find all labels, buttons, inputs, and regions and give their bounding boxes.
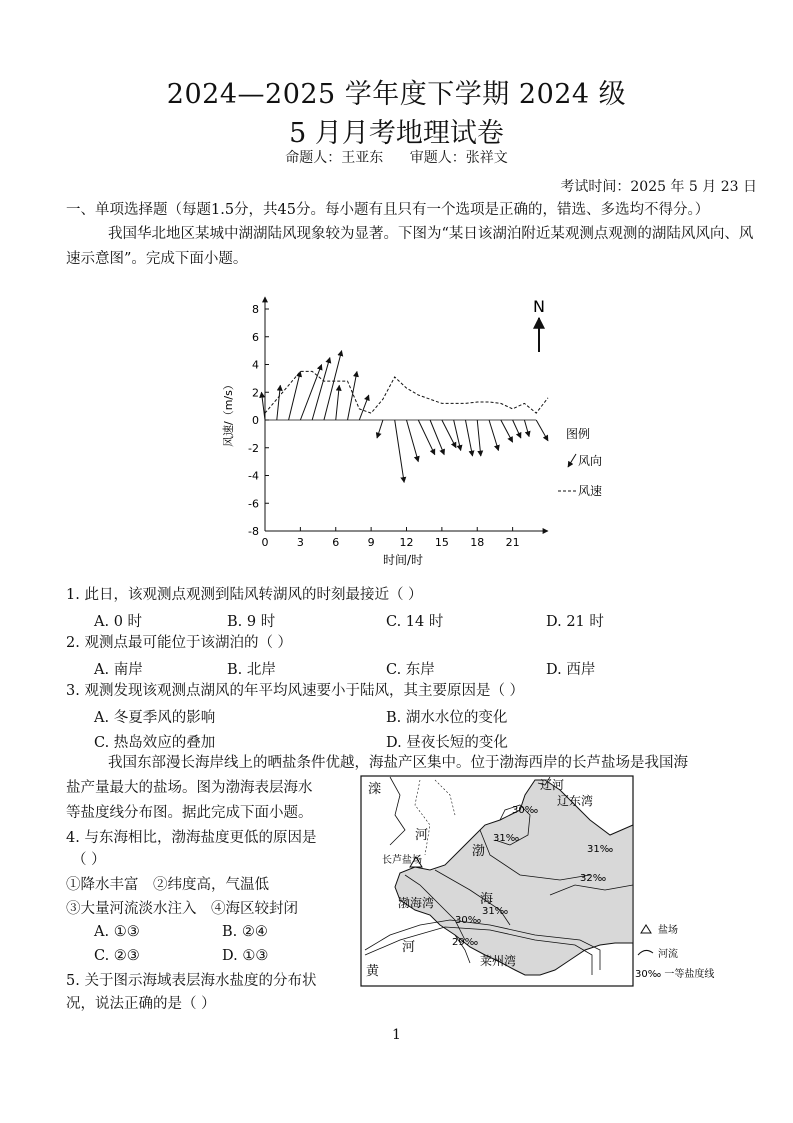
map-label-he1: 河 bbox=[415, 828, 429, 843]
wind-vector bbox=[513, 420, 521, 438]
q3-option-b[interactable]: B. 湖水水位的变化 bbox=[386, 710, 508, 726]
bohai-salinity-map bbox=[360, 775, 760, 990]
question-2-stem: 2. 观测点最可能位于该湖泊的（ ） bbox=[66, 635, 293, 651]
question-5-stem: 5. 关于图示海域表层海水盐度的分布状 bbox=[66, 973, 317, 989]
q2-option-d[interactable]: D. 西岸 bbox=[546, 662, 596, 678]
legend-isoline-label: 30‰ 一等盐度线 bbox=[635, 969, 715, 980]
x-tick-label: 18 bbox=[470, 536, 485, 549]
q1-option-c[interactable]: C. 14 时 bbox=[386, 614, 444, 630]
legend-river-line bbox=[638, 950, 653, 955]
q1-option-b[interactable]: B. 9 时 bbox=[227, 614, 276, 630]
isohaline-label-30-north: 30‰ bbox=[512, 805, 539, 816]
question-4-stem: 4. 与东海相比，渤海盐度更低的原因是 bbox=[66, 830, 317, 846]
q4-items-1: ①降水丰富 ②纬度高，气温低 bbox=[66, 877, 269, 893]
map-label-huang: 黄 bbox=[366, 964, 380, 979]
x-axis-label: 时间/时 bbox=[383, 553, 424, 567]
y-tick-label: 6 bbox=[252, 330, 259, 344]
x-tick-label: 3 bbox=[296, 536, 304, 549]
wind-vector bbox=[359, 395, 368, 420]
y-tick-label: -8 bbox=[248, 525, 259, 538]
x-tick-label: 21 bbox=[505, 536, 520, 549]
wind-vector bbox=[261, 392, 265, 420]
authors-line bbox=[0, 147, 793, 167]
question-4-stem-b: （ ） bbox=[72, 852, 106, 868]
q3-option-a[interactable]: A. 冬夏季风的影响 bbox=[94, 710, 216, 726]
author: 命题人：王亚东 bbox=[285, 150, 384, 166]
wind-vector bbox=[336, 385, 340, 420]
q4-option-c[interactable]: C. ②③ bbox=[94, 948, 140, 964]
reviewer: 审题人：张祥文 bbox=[409, 150, 508, 166]
legend-wind-speed: 风速 bbox=[578, 484, 603, 498]
q3-option-c[interactable]: C. 热岛效应的叠加 bbox=[94, 735, 216, 751]
wind-speed-series bbox=[265, 371, 548, 413]
y-tick-label: -6 bbox=[248, 497, 259, 511]
legend-wind-arrow bbox=[568, 454, 576, 467]
isohaline-label-32: 32‰ bbox=[580, 873, 607, 884]
map-label-changlu: 长芦盐场 bbox=[382, 855, 422, 866]
exam-title-line2: 5 月月考地理试卷 bbox=[289, 118, 504, 149]
map-label-luan: 滦 bbox=[368, 782, 382, 797]
exam-time: 考试时间：2025 年 5 月 23 日 bbox=[560, 179, 757, 195]
q1-option-a[interactable]: A. 0 时 bbox=[94, 614, 143, 630]
wind-vector bbox=[442, 420, 456, 448]
wind-vector bbox=[395, 420, 404, 482]
q1-option-d[interactable]: D. 21 时 bbox=[546, 614, 604, 630]
x-tick-label: 15 bbox=[434, 536, 449, 549]
y-tick-label: -2 bbox=[248, 441, 259, 455]
q2-option-c[interactable]: C. 东岸 bbox=[386, 662, 435, 678]
question-5-stem-b: 况，说法正确的是（ ） bbox=[66, 996, 216, 1012]
x-tick-label: 0 bbox=[261, 536, 269, 549]
legend-river-label: 河流 bbox=[658, 949, 678, 960]
x-tick-label: 9 bbox=[367, 536, 375, 549]
isohaline-label-31-north: 31‰ bbox=[493, 833, 520, 844]
q2-option-b[interactable]: B. 北岸 bbox=[227, 662, 276, 678]
wind-direction-series bbox=[261, 351, 548, 483]
section2-intro-line1: 我国东部漫长海岸线上的晒盐条件优越，海盐产区集中。位于渤海西岸的长芦盐场是我国海 bbox=[108, 755, 688, 771]
q2-option-a[interactable]: A. 南岸 bbox=[94, 662, 143, 678]
wind-vector bbox=[407, 420, 419, 462]
section-intro: 我国华北地区某城中湖湖陆风现象较为显著。下图为“某日该湖泊附近某观测点观测的湖陆风风向、风速示意图”。完成下面小题。 bbox=[66, 226, 754, 267]
wind-vector bbox=[536, 420, 548, 441]
y-axis-label: 风速/（m/s） bbox=[222, 379, 235, 447]
legend-salt-label: 盐场 bbox=[658, 925, 678, 936]
wind-vector bbox=[524, 420, 529, 437]
legend-title: 图例 bbox=[566, 427, 591, 441]
y-tick-label: 0 bbox=[252, 414, 259, 427]
question-1-stem: 1. 此日，该观测点观测到陆风转湖风的时刻最接近（ ） bbox=[66, 587, 423, 603]
q4-option-b[interactable]: B. ②④ bbox=[222, 924, 268, 940]
wind-vector bbox=[489, 420, 498, 451]
isohaline-label-30-west: 30‰ bbox=[455, 915, 482, 926]
q3-option-d[interactable]: D. 昼夜长短的变化 bbox=[386, 735, 508, 751]
legend-wind-direction: 风向 bbox=[578, 454, 603, 468]
x-tick-label: 6 bbox=[332, 536, 340, 549]
y-tick-label: 4 bbox=[252, 358, 259, 372]
map-label-bohai-bay: 渤海湾 bbox=[398, 896, 435, 910]
map-label-hai: 海 bbox=[480, 892, 494, 907]
y-tick-label: -4 bbox=[248, 469, 259, 483]
map-label-he2: 河 bbox=[402, 940, 416, 955]
map-label-liaodong: 辽东湾 bbox=[557, 794, 594, 808]
isohaline-label-31-center: 31‰ bbox=[482, 906, 509, 917]
legend-salt-icon bbox=[641, 925, 651, 933]
q4-items-2: ③大量河流淡水注入 ④海区较封闭 bbox=[66, 901, 298, 917]
section-heading: 一、单项选择题（每题1.5分，共45分。每小题有且只有一个选项是正确的，错选、多选均不得分。） bbox=[66, 202, 710, 218]
wind-vector bbox=[377, 420, 383, 438]
wind-vector bbox=[277, 385, 281, 420]
isohaline-label-29: 29‰ bbox=[452, 937, 479, 948]
question-3-stem: 3. 观测发现该观测点湖风的年平均风速要小于陆风，其主要原因是（ ） bbox=[66, 683, 525, 699]
section2-intro-line3: 等盐度线分布图。据此完成下面小题。 bbox=[66, 805, 313, 821]
y-tick-label: 2 bbox=[252, 386, 259, 400]
wind-vector bbox=[465, 420, 472, 456]
section2-intro-line2: 盐产量最大的盐场。图为渤海表层海水 bbox=[66, 780, 313, 796]
chart-axes bbox=[265, 297, 548, 531]
map-label-liaohe: 辽河 bbox=[540, 778, 565, 792]
chart-ticks bbox=[248, 303, 520, 549]
q4-option-d[interactable]: D. ①③ bbox=[222, 948, 269, 964]
isohaline-label-31-east: 31‰ bbox=[587, 844, 614, 855]
north-label: N bbox=[533, 297, 545, 316]
q4-option-a[interactable]: A. ①③ bbox=[94, 924, 140, 940]
wind-vector bbox=[348, 371, 357, 420]
x-tick-label: 12 bbox=[399, 536, 414, 549]
y-tick-label: 8 bbox=[252, 303, 259, 316]
page-number: 1 bbox=[392, 1027, 401, 1043]
map-label-laizhou: 莱州湾 bbox=[480, 954, 517, 968]
wind-vector bbox=[477, 420, 481, 456]
map-label-bo: 渤 bbox=[472, 844, 486, 859]
wind-vector bbox=[300, 365, 321, 421]
exam-title-line1: 2024—2025 学年度下学期 2024 级 bbox=[166, 79, 627, 110]
wind-vector bbox=[501, 420, 513, 442]
wind-chart bbox=[218, 292, 618, 572]
